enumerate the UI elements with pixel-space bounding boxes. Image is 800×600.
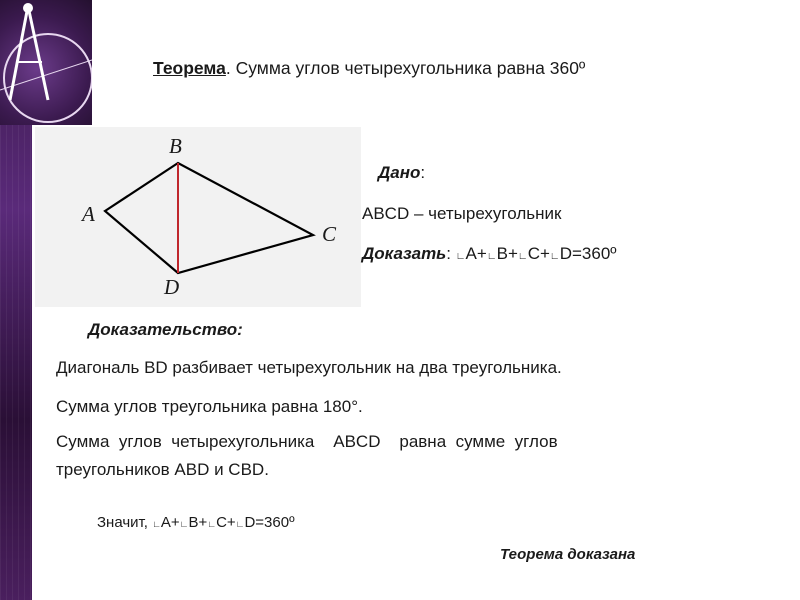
theorem-proved-label: Теорема доказана [500, 546, 636, 563]
vertex-b-label: B [169, 134, 182, 158]
proof-line-2: Сумма углов треугольника равна 180°. [56, 397, 363, 416]
given-statement: ABCD – четырехугольник [362, 204, 562, 223]
vertex-d-label: D [164, 275, 180, 299]
theorem-label: Теорема [153, 58, 226, 78]
quadrilateral-outline [105, 163, 313, 273]
proof-line-3a: Сумма углов четырехугольника ABCD равна сумме углов [56, 432, 558, 451]
given-heading: Дано: [378, 163, 426, 182]
vertex-a-label: A [82, 202, 95, 226]
compass-decoration-icon [0, 0, 92, 125]
prove-statement: Доказать: ∟A+∟B+∟C+∟D=360º [362, 244, 617, 263]
page-title [153, 58, 585, 79]
vertex-c-label: C [322, 222, 337, 246]
proof-line-1: Диагональ BD разбивает четырехугольник на два треугольника. [56, 358, 562, 377]
quadrilateral-figure [35, 127, 361, 307]
proof-heading: Доказательство: [88, 320, 243, 339]
theorem-statement: . Сумма углов четырехугольника равна 360º [225, 58, 586, 78]
proof-line-3b: треугольников ABD и CBD. [56, 460, 269, 479]
proof-conclusion: Значит, ∟A+∟B+∟C+∟D=360º [97, 514, 295, 531]
